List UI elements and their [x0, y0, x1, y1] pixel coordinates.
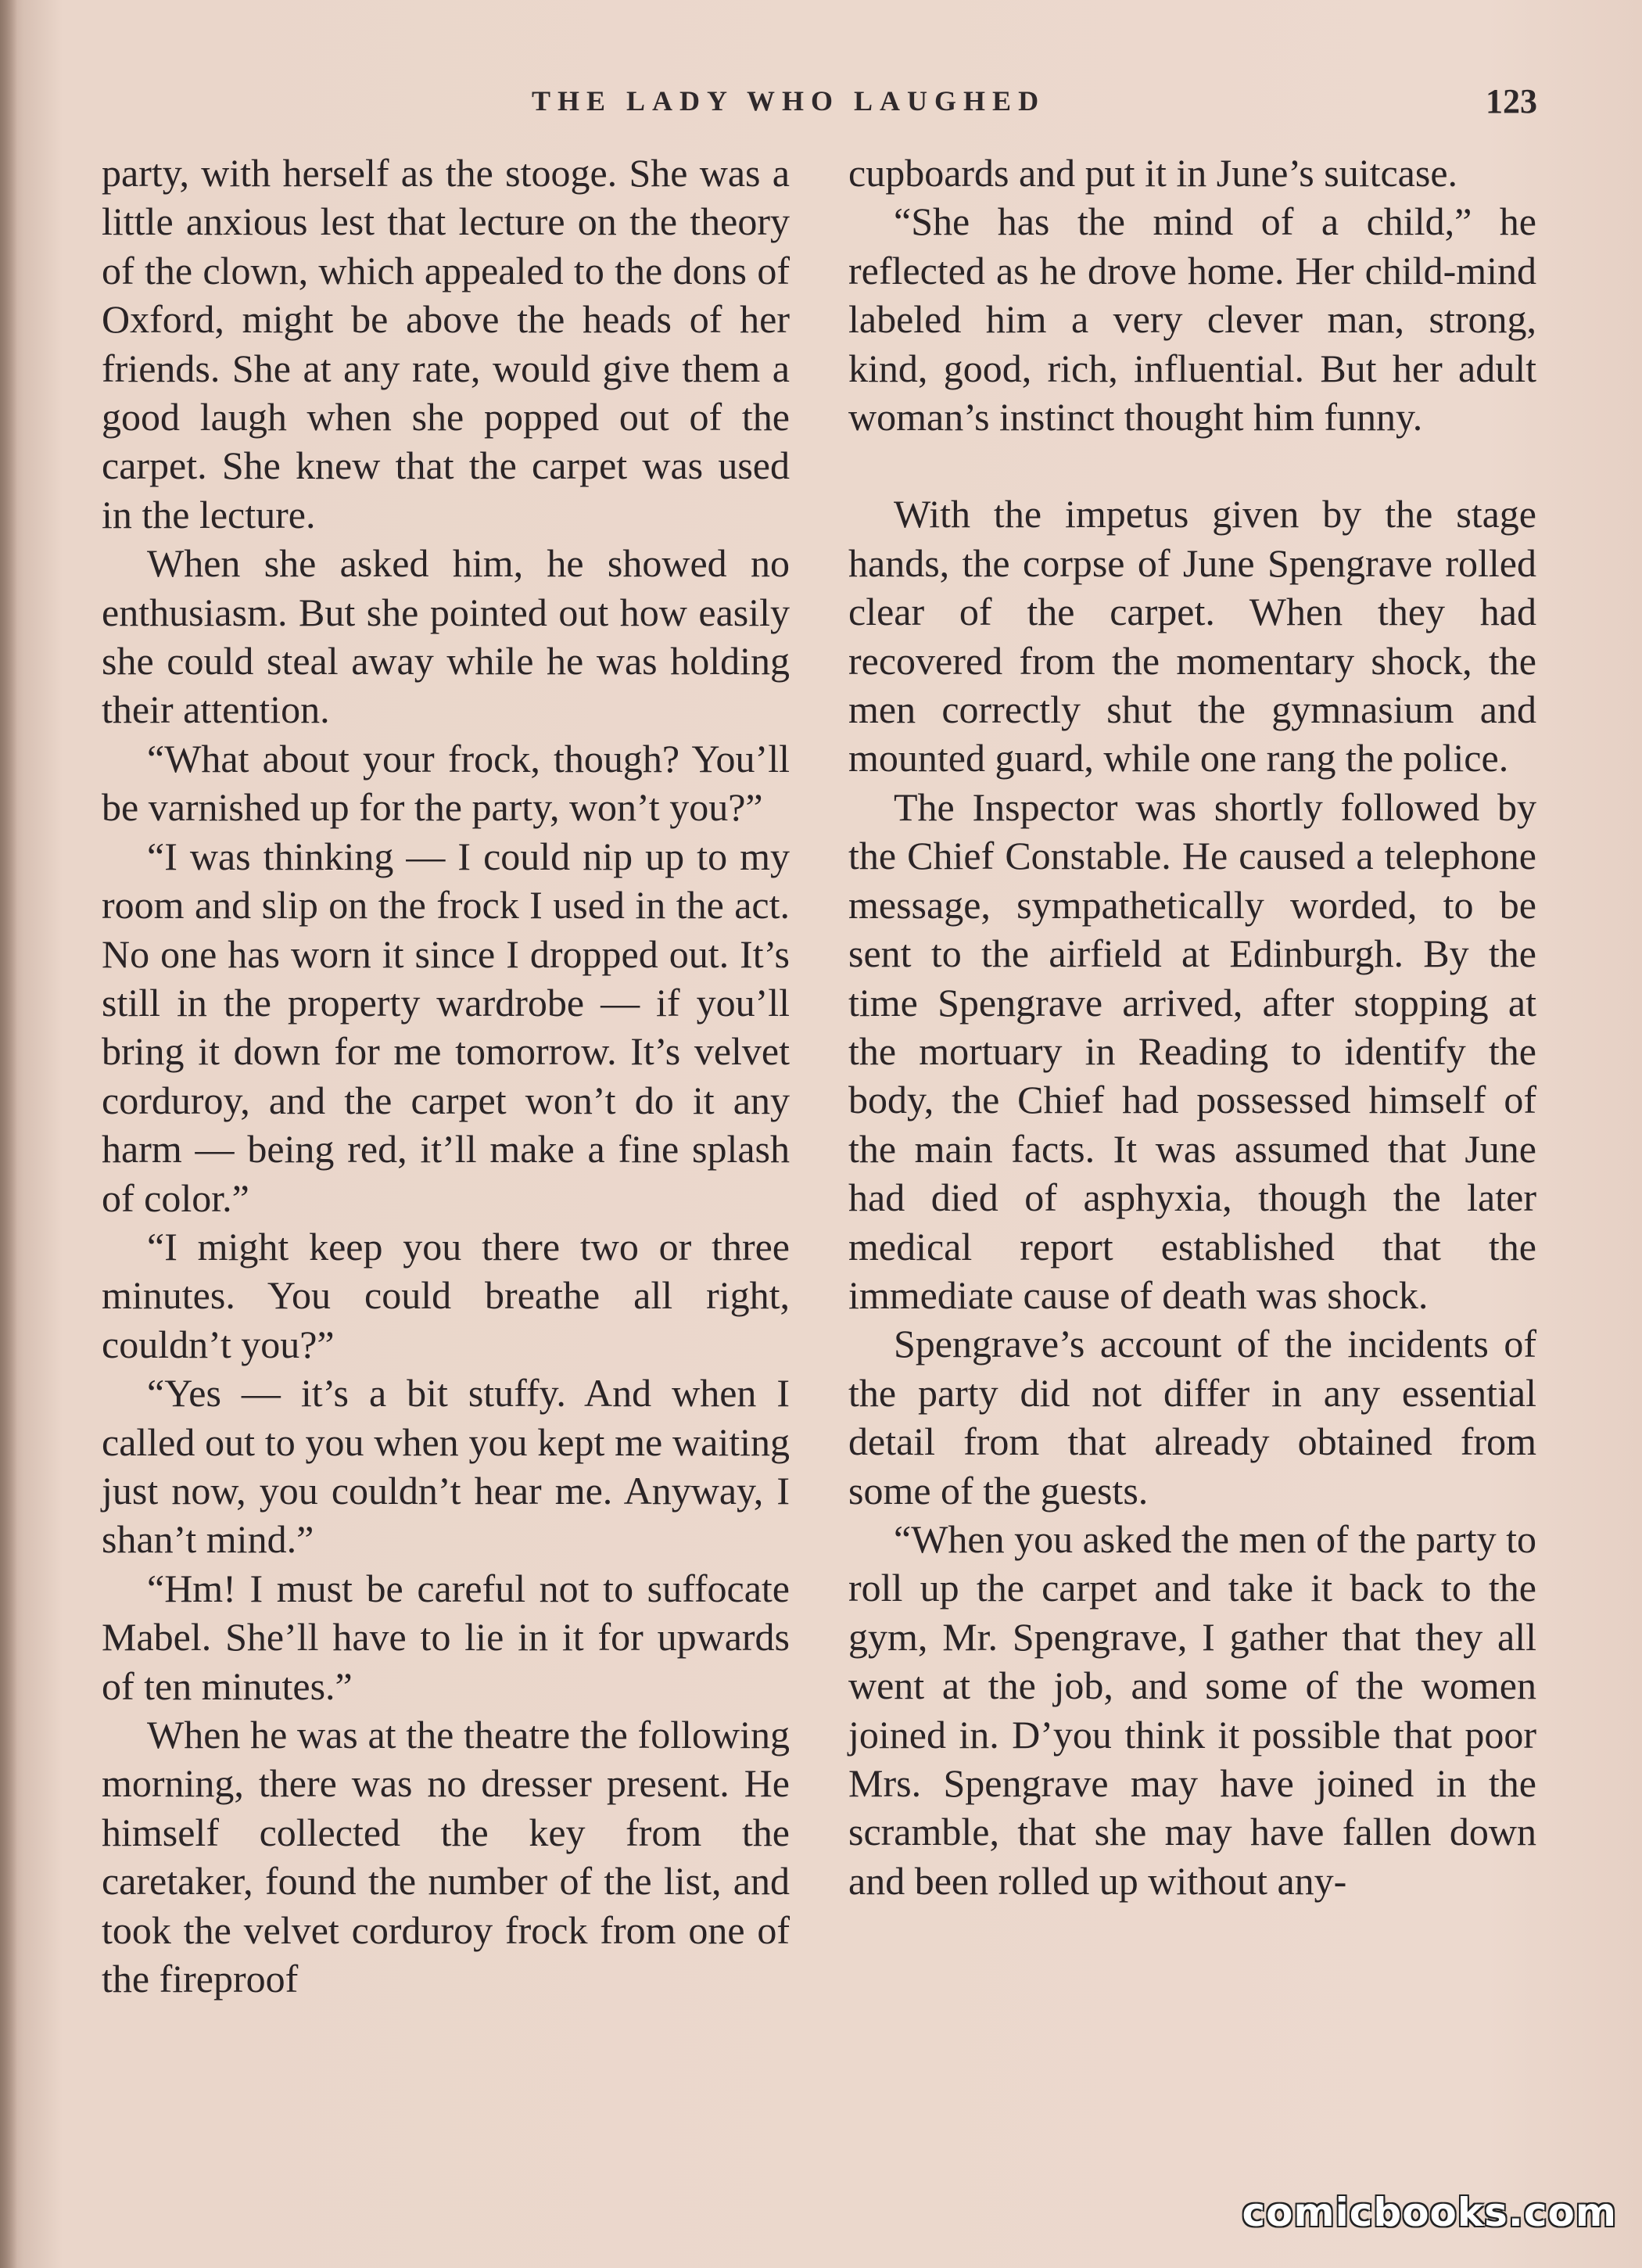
paragraph: Spengrave’s account of the incidents of the party did not differ in any essential detail from that already obtained from some of the guests. [848, 1322, 1536, 1513]
paragraph: “When you asked the men of the party to roll up the carpet and take it back to the gym, Mr. Spengrave, I gather that they all went at the job, and some of the women joined in. D’you think it possible that poor Mrs. Spengrave may have joined in the scramble, that she may have fallen down and been rolled up without any- [848, 1516, 1536, 1903]
paragraph: When she asked him, he showed no enthusiasm. But she pointed out how easily she could steal away while he was holding their attention. [102, 541, 790, 732]
paragraph: party, with herself as the stooge. She was a little anxious lest that lecture on the theory of the clown, which appealed to the dons of Oxford, might be above the heads of her friends. She at any rate, would give them a good laugh when she popped out of the carpet. She knew that the carpet was used in the lecture. [102, 151, 790, 536]
watermark: comicbooks.com [1242, 2190, 1617, 2235]
paragraph: “What about your frock, though? You’ll be varnished up for the party, won’t you?” [102, 736, 790, 830]
paragraph: “I was thinking — I could nip up to my room and slip on the frock I used in the act. No one has worn it since I dropped out. It’s still in the property wardrobe — if you’ll bring it down for me tomorrow. It’s velvet corduroy, and the carpet won’t do it any harm — being red, it’ll make a fine splash of color.” [102, 834, 790, 1220]
paragraph: cupboards and put it in June’s suitcase. [848, 151, 1458, 195]
running-head [0, 84, 1642, 131]
running-title: THE LADY WHO LAUGHED [532, 85, 1046, 117]
paragraph: With the impetus given by the stage hands, the corpse of June Spengrave rolled clear of the carpet. When they had recovered from the momentary shock, the men correctly shut the gymnasium and mounted guard, while one rang the police. [848, 492, 1536, 781]
paragraph: “I might keep you there two or three minutes. You could breathe all right, couldn’t you?” [102, 1224, 790, 1366]
left-column [102, 149, 790, 2003]
paragraph: When he was at the theatre the following morning, there was no dresser present. He himself collected the key from the caretaker, found the number of the list, and took the velvet corduroy frock from one of the fireproof [102, 1713, 790, 2001]
paragraph: “Hm! I must be careful not to suffocate Mabel. She’ll have to lie in it for upwards of ten minutes.” [102, 1566, 790, 1708]
page-number: 123 [1486, 82, 1537, 120]
right-column [848, 149, 1536, 1905]
paragraph: “She has the mind of a child,” he reflected as he drove home. Her child-mind labeled him a very clever man, strong, kind, good, rich, influential. But her adult woman’s instinct thought him funny. [848, 199, 1536, 440]
spine-shadow [0, 0, 17, 2268]
section-break [848, 441, 1536, 490]
paragraph: The Inspector was shortly followed by the Chief Constable. He caused a telephone message, sympathetically worded, to be sent to the airfield at Edinburgh. By the time Spengrave arrived, after stopping at the mortuary in Reading to identify the body, the Chief had possessed himself of the main facts. It was assumed that June had died of asphyxia, though the later medical report established that the immediate cause of death was shock. [848, 784, 1536, 1317]
paragraph: “Yes — it’s a bit stuffy. And when I called out to you when you kept me waiting just now, you couldn’t hear me. Anyway, I shan’t mind.” [102, 1371, 790, 1562]
